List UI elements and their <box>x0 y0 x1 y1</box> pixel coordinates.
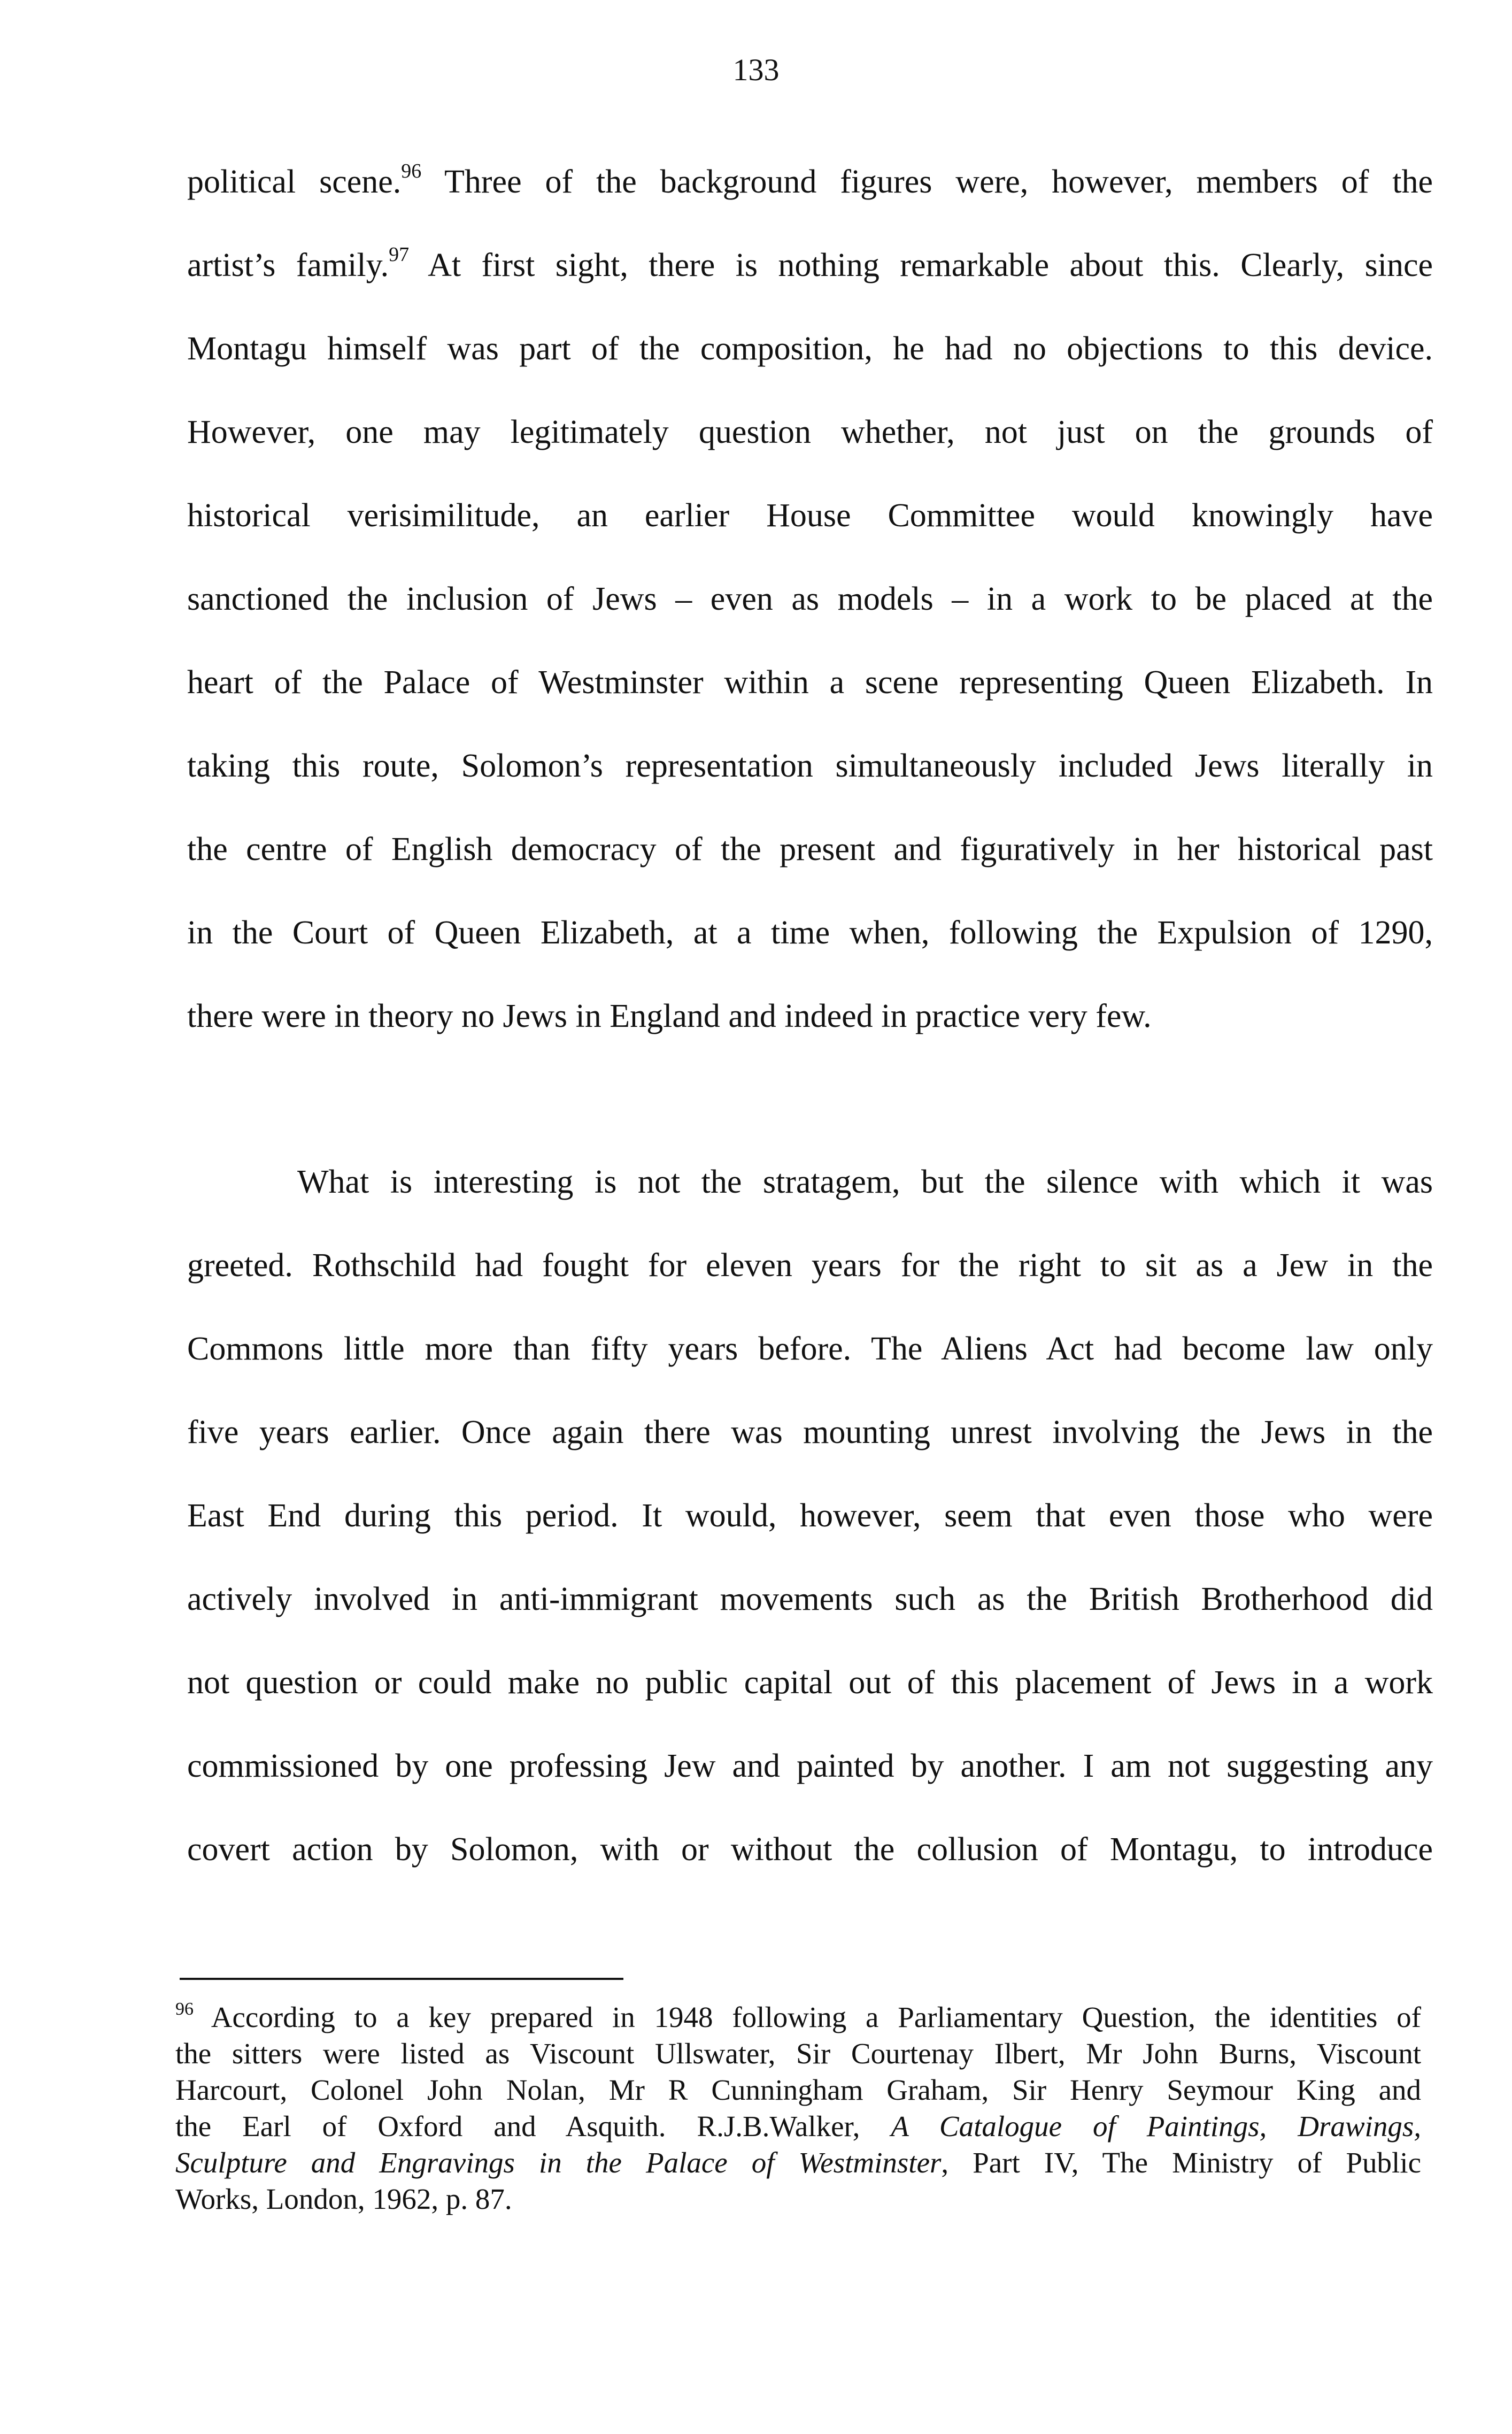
footnote-line: $^{96}$ According to a key prepared in 1948 following a Parliamentary Question, the identities of <box>175 1999 1421 2033</box>
body-line: heart of the Palace of Westminster within a scene representing Queen Elizabeth. In <box>187 664 1433 701</box>
body-line: there were in theory no Jews in England and indeed in practice very few. <box>187 998 1152 1034</box>
body-line: covert action by Solomon, with or without the collusion of Montagu, to introduce <box>187 1831 1433 1868</box>
body-line: not question or could make no public capital out of this placement of Jews in a work <box>187 1664 1433 1701</box>
body-line: Commons little more than fifty years before. The Aliens Act had become law only <box>187 1331 1433 1367</box>
footnote-marker: 96 <box>175 1999 194 2019</box>
body-line: taking this route, Solomon’s representation simultaneously included Jews literally in <box>187 748 1433 784</box>
footnote-line: the sitters were listed as Viscount Ullswater, Sir Courtenay Ilbert, Mr John Burns, Viscount <box>175 2037 1421 2070</box>
book-title: Sculpture and Engravings in the Palace of Westminster <box>175 2146 942 2179</box>
body-line: artist’s family.$^{97}$ At first sight, there is nothing remarkable about this. Clearly, since <box>187 243 1433 283</box>
footnote-line: the Earl of Oxford and Asquith. R.J.B.Walker, A Catalogue of Paintings, Drawings, <box>175 2110 1421 2143</box>
body-line: sanctioned the inclusion of Jews – even as models – in a work to be placed at the <box>187 581 1433 617</box>
footnote-line: Works, London, 1962, p. 87. <box>175 2183 512 2215</box>
body-line: historical verisimilitude, an earlier House Committee would knowingly have <box>187 497 1433 534</box>
body-line: greeted. Rothschild had fought for eleven years for the right to sit as a Jew in the <box>187 1247 1433 1284</box>
footnote-line: Harcourt, Colonel John Nolan, Mr R Cunningham Graham, Sir Henry Seymour King and <box>175 2074 1421 2106</box>
body-line: commissioned by one professing Jew and painted by another. I am not suggesting any <box>187 1748 1433 1784</box>
body-line: political scene.$^{96}$ Three of the background figures were, however, members of the <box>187 160 1433 200</box>
body-line: actively involved in anti-immigrant movements such as the British Brotherhood did <box>187 1581 1433 1617</box>
body-line: the centre of English democracy of the present and figuratively in her historical past <box>187 831 1433 867</box>
footnote-separator <box>180 1978 623 1980</box>
body-line: However, one may legitimately question whether, not just on the grounds of <box>187 414 1433 450</box>
page-number: 133 <box>732 52 780 87</box>
book-title: A Catalogue of Paintings, Drawings, <box>891 2110 1421 2143</box>
body-line: What is interesting is not the stratagem, but the silence with which it was <box>297 1164 1433 1200</box>
footnote-line: Sculpture and Engravings in the Palace of Westminster, Part IV, The Ministry of Public <box>175 2146 1421 2179</box>
footnote-ref[interactable]: 96 <box>401 160 422 183</box>
body-line: East End during this period. It would, however, seem that even those who were <box>187 1498 1433 1534</box>
body-line: five years earlier. Once again there was mounting unrest involving the Jews in the <box>187 1414 1433 1450</box>
body-line: in the Court of Queen Elizabeth, at a time when, following the Expulsion of 1290, <box>187 915 1433 951</box>
body-line: Montagu himself was part of the composition, he had no objections to this device. <box>187 331 1433 367</box>
footnote-ref[interactable]: 97 <box>389 243 410 266</box>
